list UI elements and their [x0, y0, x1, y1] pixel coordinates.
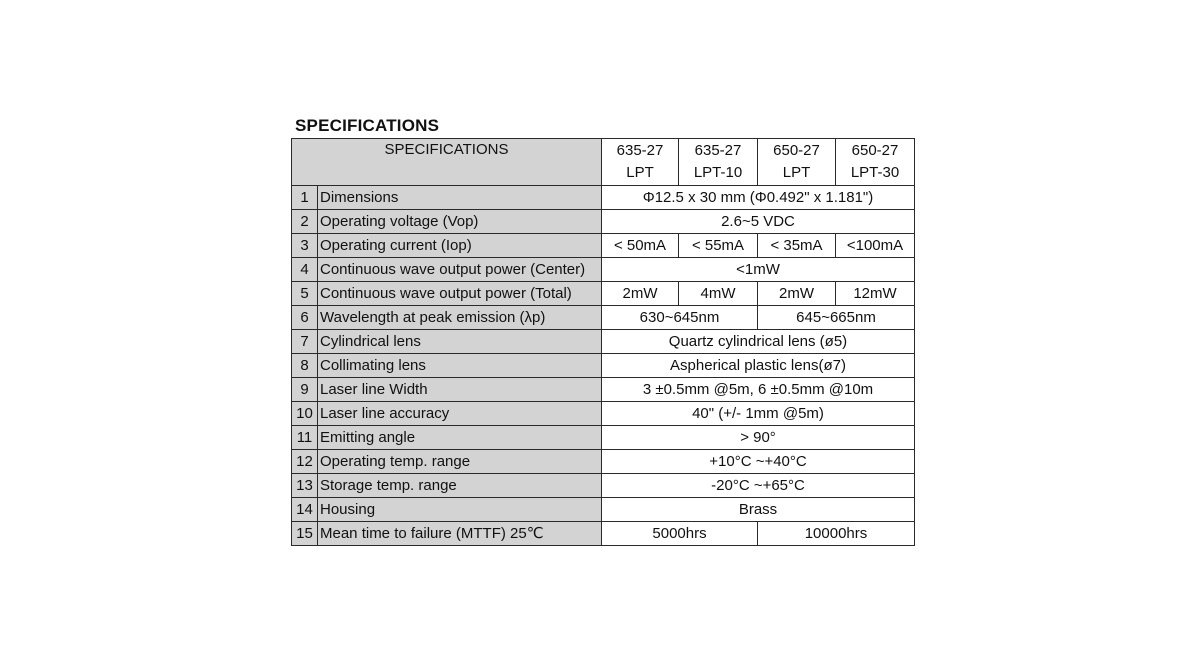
spec-value: +10°C ~+40°C [602, 450, 915, 474]
header-label: SPECIFICATIONS [292, 139, 602, 186]
spec-value: 630~645nm [602, 306, 758, 330]
spec-label: Mean time to failure (MTTF) 25℃ [318, 522, 602, 546]
spec-row [292, 474, 915, 498]
spec-value: < 35mA [758, 234, 836, 258]
spec-row [292, 378, 915, 402]
spec-row [292, 450, 915, 474]
row-number: 4 [292, 258, 318, 282]
spec-row [292, 522, 915, 546]
row-number: 1 [292, 186, 318, 210]
spec-value: <100mA [836, 234, 915, 258]
spec-label: Operating voltage (Vop) [318, 210, 602, 234]
spec-label: Wavelength at peak emission (λp) [318, 306, 602, 330]
spec-row [292, 258, 915, 282]
model-header: 635-27 LPT [602, 139, 679, 186]
spec-value: 12mW [836, 282, 915, 306]
spec-label: Laser line Width [318, 378, 602, 402]
spec-value: 5000hrs [602, 522, 758, 546]
spec-value: 40" (+/- 1mm @5m) [602, 402, 915, 426]
spec-label: Continuous wave output power (Center) [318, 258, 602, 282]
specifications-table [291, 138, 915, 546]
spec-value: Φ12.5 x 30 mm (Φ0.492" x 1.181") [602, 186, 915, 210]
spec-value: < 55mA [679, 234, 758, 258]
spec-label: Continuous wave output power (Total) [318, 282, 602, 306]
spec-row [292, 402, 915, 426]
spec-row [292, 234, 915, 258]
spec-value: <1mW [602, 258, 915, 282]
spec-label: Operating temp. range [318, 450, 602, 474]
row-number: 9 [292, 378, 318, 402]
model-header: 650-27 LPT-30 [836, 139, 915, 186]
row-number: 3 [292, 234, 318, 258]
spec-row [292, 186, 915, 210]
spec-value: 10000hrs [758, 522, 915, 546]
model-header: 635-27 LPT-10 [679, 139, 758, 186]
spec-label: Operating current (Iop) [318, 234, 602, 258]
spec-value: 4mW [679, 282, 758, 306]
row-number: 12 [292, 450, 318, 474]
spec-value: Quartz cylindrical lens (ø5) [602, 330, 915, 354]
row-number: 15 [292, 522, 318, 546]
row-number: 13 [292, 474, 318, 498]
spec-value: 3 ±0.5mm @5m, 6 ±0.5mm @10m [602, 378, 915, 402]
spec-row [292, 426, 915, 450]
spec-value: 2mW [758, 282, 836, 306]
spec-row [292, 354, 915, 378]
spec-row [292, 210, 915, 234]
spec-row [292, 282, 915, 306]
row-number: 5 [292, 282, 318, 306]
spec-label: Housing [318, 498, 602, 522]
spec-row [292, 498, 915, 522]
row-number: 14 [292, 498, 318, 522]
spec-label: Laser line accuracy [318, 402, 602, 426]
page-title: SPECIFICATIONS [295, 116, 440, 135]
spec-row [292, 330, 915, 354]
row-number: 10 [292, 402, 318, 426]
row-number: 2 [292, 210, 318, 234]
spec-value: Aspherical plastic lens(ø7) [602, 354, 915, 378]
spec-value: -20°C ~+65°C [602, 474, 915, 498]
spec-value: 645~665nm [758, 306, 915, 330]
row-number: 6 [292, 306, 318, 330]
spec-value: > 90° [602, 426, 915, 450]
spec-label: Collimating lens [318, 354, 602, 378]
row-number: 8 [292, 354, 318, 378]
spec-value: Brass [602, 498, 915, 522]
spec-value: < 50mA [602, 234, 679, 258]
row-number: 11 [292, 426, 318, 450]
spec-value: 2mW [602, 282, 679, 306]
spec-value: 2.6~5 VDC [602, 210, 915, 234]
spec-row [292, 306, 915, 330]
spec-label: Cylindrical lens [318, 330, 602, 354]
header-row [292, 139, 915, 186]
model-header: 650-27 LPT [758, 139, 836, 186]
spec-label: Storage temp. range [318, 474, 602, 498]
row-number: 7 [292, 330, 318, 354]
spec-label: Dimensions [318, 186, 602, 210]
spec-label: Emitting angle [318, 426, 602, 450]
